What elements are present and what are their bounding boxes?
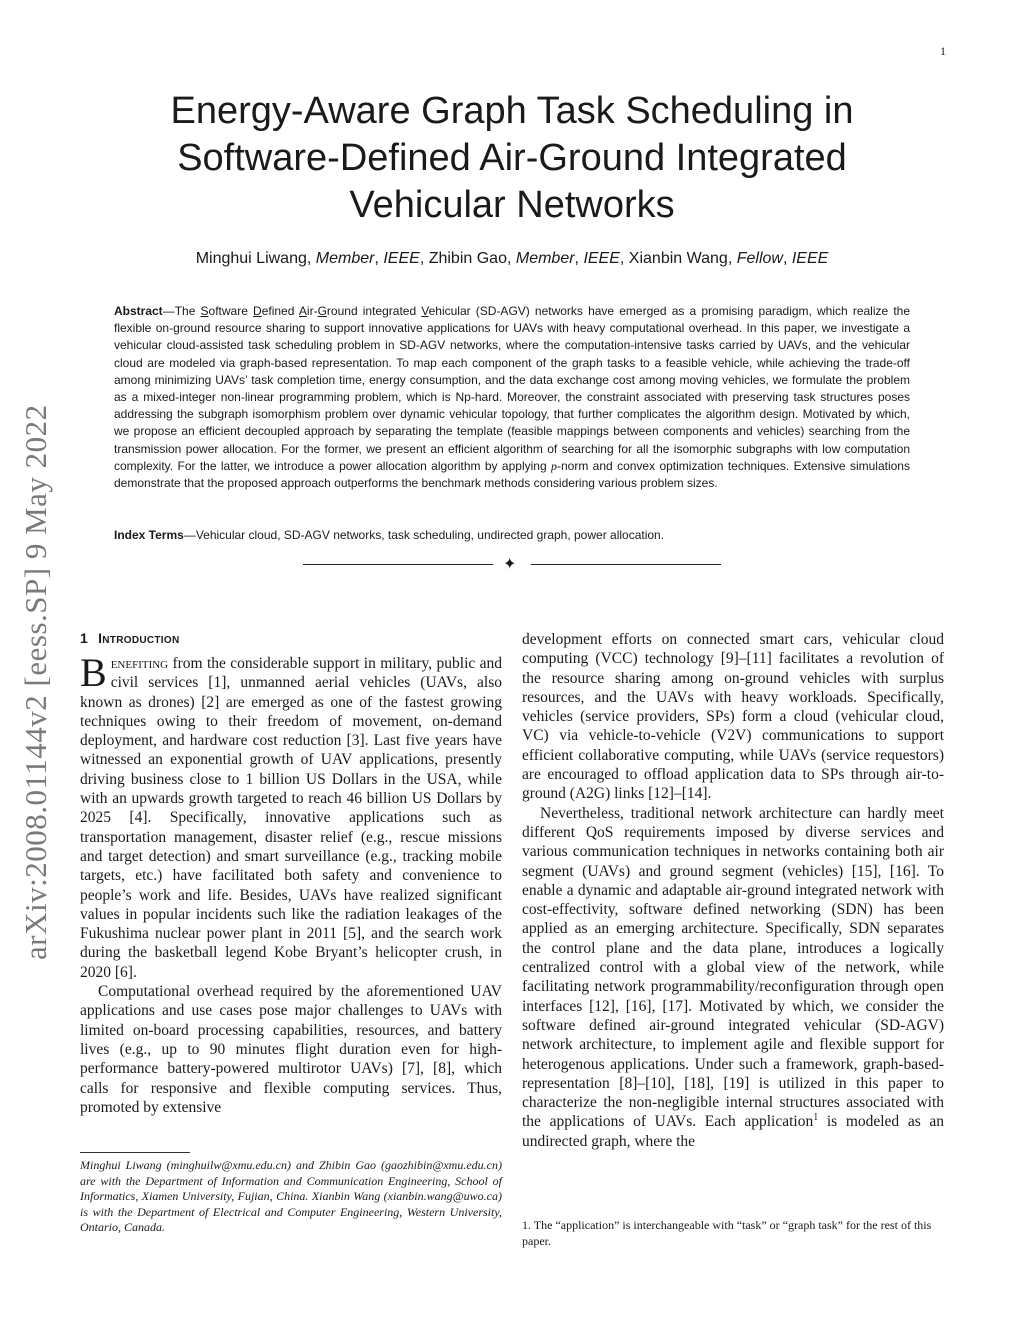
paragraph: Computational overhead required by the aforementioned UAV applications and use cases pose major challenges to UAVs with limited on-board processing capabilities, resources, and battery lives (e.g., up to 90 minutes flight duration even for high-performance battery-powered multirotor UAVs) [7], [8], which calls for responsive and flexible computing services. Thus, promoted by extensive	[80, 983, 502, 1116]
index-terms-label: Index Terms	[114, 528, 184, 542]
author-name: Minghui Liwang,	[195, 250, 316, 267]
author-list	[80, 250, 944, 268]
paragraph: development efforts on connected smart cars, vehicular cloud computing (VCC) technology [9]–[11] facilitates a revolution of the resource sharing among on-ground vehicles with surplus resources, and the UAVs with heavy workloads. Specifically, vehicles (service providers, SPs) form a cloud (vehicular cloud, VC) via vehicle-to-vehicle (V2V) communications to support efficient collaborative computing, while UAVs (service requestors) are encouraged to offload application data to SPs through air-to-ground (A2G) links [12]–[14].	[522, 631, 944, 803]
section-heading: 1 Introduction	[80, 630, 180, 646]
separator: ,	[374, 250, 384, 267]
divider-line	[303, 564, 493, 565]
author-org: IEEE	[791, 250, 829, 267]
separator: ,	[619, 250, 629, 267]
separator: ,	[419, 250, 429, 267]
section-divider	[303, 556, 721, 572]
footnote-marker: 1	[813, 1112, 819, 1124]
left-column	[80, 630, 502, 1117]
separator: ,	[574, 250, 584, 267]
arxiv-identifier-stamp: arXiv:2008.01144v2 [eess.SP] 9 May 2022	[18, 404, 53, 960]
drop-cap: B	[80, 650, 107, 695]
paper-title: Energy-Aware Graph Task Scheduling in Software-Defined Air-Ground Integrated Vehicular Networks	[170, 90, 854, 226]
footnote: 1. The “application” is interchangeable with “task” or “graph task” for the rest of this paper.	[522, 1218, 932, 1248]
author-org: IEEE	[583, 250, 620, 267]
paragraph: Nevertheless, traditional network architecture can hardly meet different QoS requirements imposed by diverse services and various communication techniques in networks containing both air segment (UAVs) and ground segment (vehicles) [15], [16]. To enable a dynamic and adaptable air-ground integrated network with cost-effectivity, software defined networking (SDN) has been applied as an emerging architecture. Specifically, SDN separates the control plane and the data plane, introduces a logically centralized control with a global view of the network, while facilitating network programmability/reconfiguration through open interfaces [12], [16], [17]. Motivated by which, we consider the software defined air-ground integrated vehicular (SD-AGV) network architecture, to implement agile and flexible support for heterogenous applications. Under such a framework, graph-based-representation [8]–[10], [18], [19] is utilized in this paper to characterize the non-negligible internal structures associated with the applications of UAVs. Each application$^1$ is modeled as an undirected graph, where the	[522, 804, 944, 1150]
divider-line	[531, 564, 721, 565]
separator: ,	[782, 250, 792, 267]
divider-diamond-icon: ✦	[503, 556, 517, 573]
author-role: Member	[315, 250, 375, 267]
author-role: Fellow	[736, 250, 783, 267]
footnote-rule	[80, 1152, 190, 1153]
page-number: 1	[940, 44, 946, 58]
author-affiliation-footnote: Minghui Liwang (minghuilw@xmu.edu.cn) and Zhibin Gao (gaozhibin@xmu.edu.cn) are with the Department of Information and Communication Engineering, School of Informatics, Xiamen University, Fujian, China. Xianbin Wang (xianbin.wang@uwo.ca) is with the Department of Electrical and Computer Engineering, Western University, Ontario, Canada.	[80, 1158, 502, 1234]
abstract-label: Abstract	[114, 304, 163, 318]
abstract: Abstract—The Software Defined Air-Ground integrated Vehicular (SD-AGV) networks have emerged as a promising paradigm, which realize the flexible on-ground resource sharing to support innovative applications for UAVs with heavy computational overhead. In this paper, we investigate a vehicular cloud-assisted task scheduling problem in SD-AGV networks, where the computation-intensive tasks carried by UAVs, and the vehicular cloud are modeled via graph-based representation. To map each component of the graph tasks to a feasible vehicle, while achieving the trade-off among minimizing UAVs’ task completion time, energy consumption, and the data exchange cost among moving vehicles, we formulate the problem as a mixed-integer non-linear programming problem, which is Np-hard. Moreover, the constraint associated with preserving task structures poses addressing the subgraph isomorphism problem over dynamic vehicular topology, that further complicates the algorithm design. Motivated by which, we propose an efficient decoupled approach by separating the template (feasible mappings between components and vehicles) searching from the transmission power allocation. For the former, we present an efficient algorithm of searching for all the isomorphic subgraphs with low computation complexity. For the latter, we introduce a power allocation algorithm by applying p-norm and convex optimization techniques. Extensive simulations demonstrate that the proposed approach outperforms the benchmark methods considering various problem sizes.	[114, 304, 911, 491]
author-role: Member	[515, 250, 575, 267]
author-name: Xianbin Wang,	[628, 250, 737, 267]
index-terms: Index Terms—Vehicular cloud, SD-AGV networks, task scheduling, undirected graph, power allocation.	[114, 528, 665, 542]
author-org: IEEE	[383, 250, 420, 267]
author-name: Zhibin Gao,	[428, 250, 516, 267]
paragraph: Benefiting from the considerable support in military, public and civil services [1], unmanned aerial vehicles (UAVs, also known as drones) [2] are emerged as one of the fastest growing techniques owing to their freedom of movement, on-demand deployment, and hardware cost reduction [3]. Last five years have witnessed an exponential growth of UAV applications, presently driving business close to 1 billion US Dollars in the USA, while with an upwards growth targeted to reach 46 billion US Dollars by 2025 [4]. Specifically, innovative applications such as transportation management, disaster relief (e.g., rescue missions and target detection) and smart surveillance (e.g., tracking mobile targets, etc.) have facilitated both safety and convenience to people’s work and life. Besides, UAVs have realized significant values in popular incidents such like the radiation leakages of the Fukushima nuclear power plant in 2011 [5], and the search work during the basketball legend Kobe Bryant’s helicopter crush, in 2020 [6].	[80, 650, 502, 981]
right-column	[522, 630, 944, 1151]
